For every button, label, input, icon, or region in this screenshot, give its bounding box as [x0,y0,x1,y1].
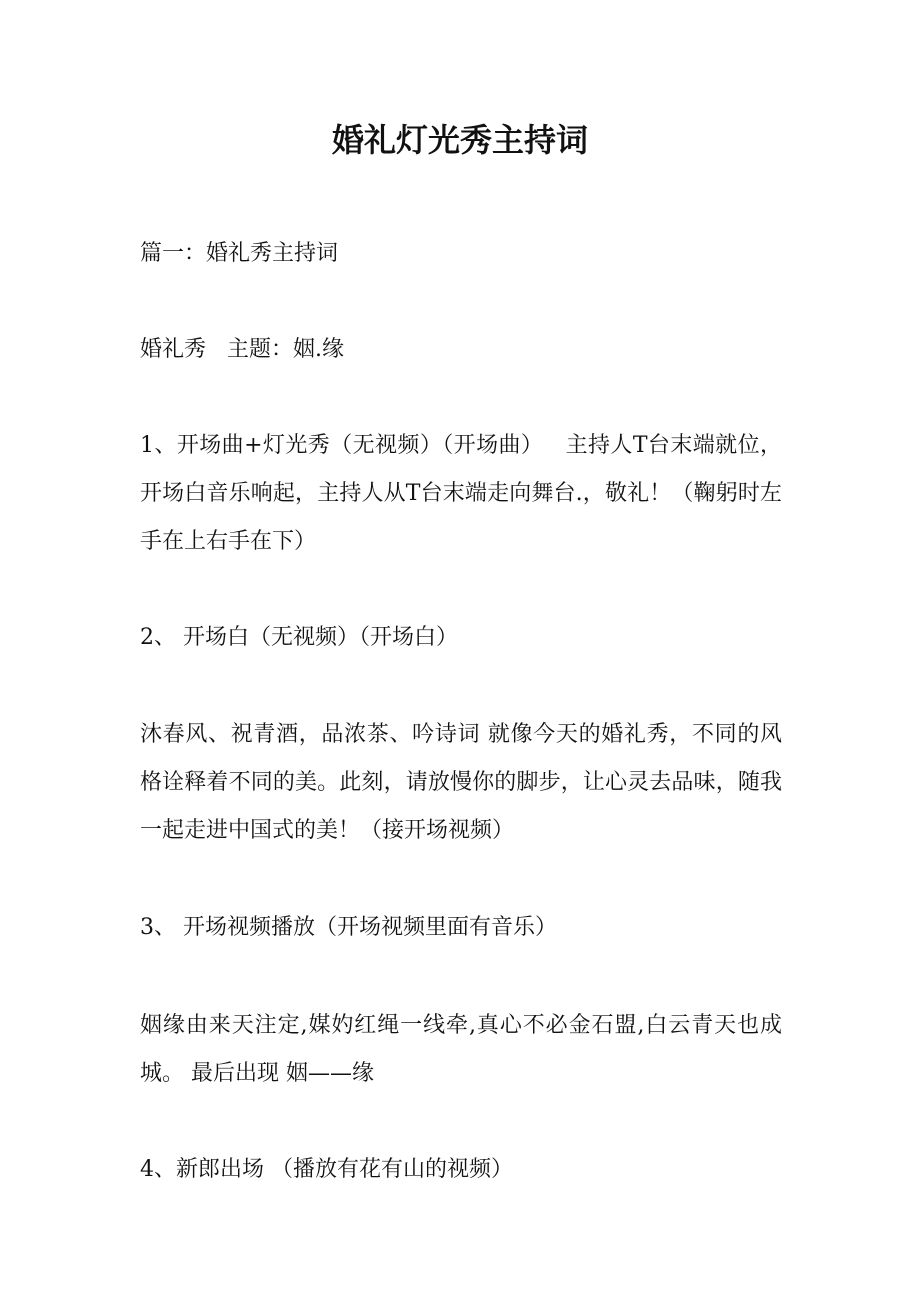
paragraph: 姻缘由来天注定,媒妁红绳一线牵,真心不必金石盟,白云青天也成城。 最后出现 姻——缘 [140,1013,782,1086]
paragraph: 沐春风、祝青酒，品浓茶、吟诗词 就像今天的婚礼秀，不同的风格诠释着不同的美。此刻，请放慢你的脚步，让心灵去品味，随我一起走进中国式的美！（接开场视频） [140,722,782,843]
section-heading: 篇一：婚礼秀主持词 [140,241,339,266]
paragraph: 1、开场曲+灯光秀（无视频）（开场曲） 主持人T台末端就位，开场白音乐响起，主持人从T台末端走向舞台.，敬礼！（鞠躬时左手在上右手在下） [140,433,782,554]
paragraph: 3、 开场视频播放（开场视频里面有音乐） [140,915,557,940]
paragraph: 4、新郎出场 （播放有花有山的视频） [140,1157,513,1182]
document-title: 婚礼灯光秀主持词 [331,121,588,159]
paragraph: 2、 开场白（无视频）（开场白） [140,625,458,650]
theme-line: 婚礼秀 主题：姻.缘 [140,337,344,362]
